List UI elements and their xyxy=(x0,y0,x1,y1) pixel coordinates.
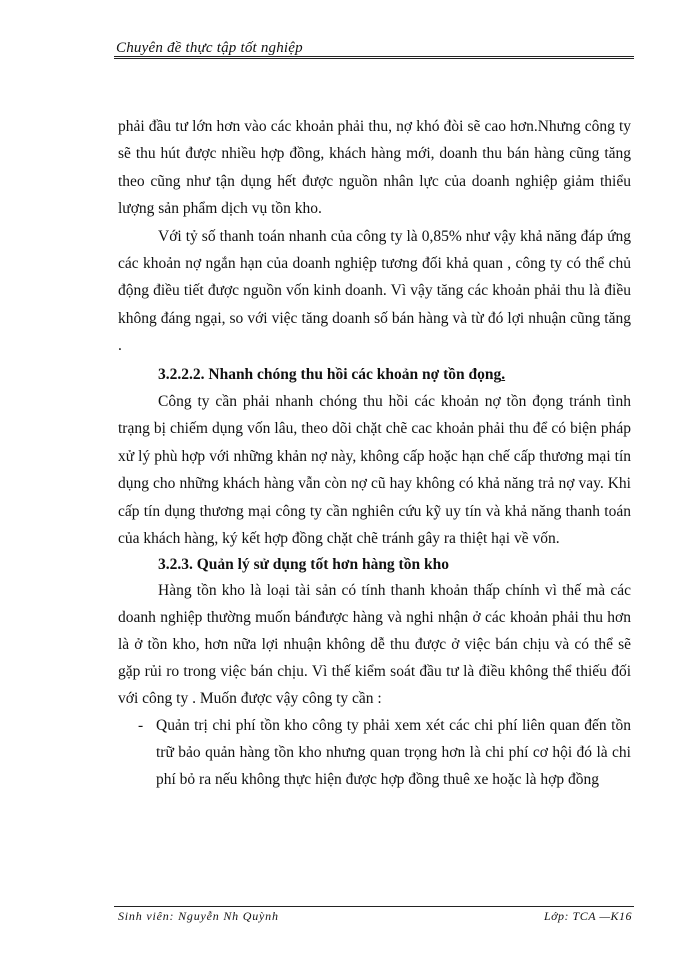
footer-student: Sinh viên: Nguyễn Nh Quỳnh xyxy=(118,909,279,923)
section-heading-3-2-2-2 xyxy=(118,361,631,388)
paragraph-3: Công ty cần phải nhanh chóng thu hồi các khoản nợ tồn đọng tránh tình trạng bị chiếm dụng vốn lâu, theo dõi chặt chẽ cac khoản phải thu để có biện pháp xử lý phù hợp với những khản nợ này, không cấp hoặc hạn chế cấp thương mại tín dụng cho những khách hàng vẫn còn nợ cũ hay không có khả năng trả nợ vay. Khi cấp tín dụng thương mại công ty cần nghiên cứu kỹ uy tín và khả năng thanh toán của khách hàng, ký kết hợp đồng chặt chẽ tránh gây ra thiệt hại về vốn. xyxy=(118,393,631,548)
section-heading-period: . xyxy=(501,365,506,383)
paragraph-2: Với tỷ số thanh toán nhanh của công ty là 0,85% như vậy khả năng đáp ứng các khoản nợ ngắn hạn của doanh nghiệp tương đối khả quan , công ty có thể chủ động điều tiết được nguồn vốn kinh doanh. Vì vậy tăng các khoản phải thu là điều không đáng ngại, so với việc tăng doanh số bán hàng và từ đó lợi nhuận cũng tăng . xyxy=(118,227,631,355)
footer-rule xyxy=(114,906,634,907)
header-rule-double xyxy=(114,58,634,59)
bullet-dash: - xyxy=(138,716,144,734)
footer-class: Lớp: TCA —K16 xyxy=(543,909,632,923)
bullet-item xyxy=(118,712,631,794)
section-heading-3-2-3: 3.2.3. Quản lý sử dụng tốt hơn hàng tồn kho xyxy=(158,555,449,573)
section-heading-text: 3.2.2.2. Nhanh chóng thu hồi các khoản nợ tồn đọng xyxy=(158,365,502,383)
header-rule xyxy=(114,56,634,57)
page-body xyxy=(118,113,631,794)
bullet-text: Quản trị chi phí tồn kho công ty phải xem xét các chi phí liên quan đến tồn trữ bảo quản hàng tồn kho nhưng quan trọng hơn là chi phí cơ hội đó là chi phí bỏ ra nếu không thực hiện được hợp đồng thuê xe hoặc là hợp đồng xyxy=(156,716,631,789)
paragraph-1: phải đầu tư lớn hơn vào các khoản phải thu, nợ khó đòi sẽ cao hơn.Nhưng công ty sẽ thu hút được nhiều hợp đồng, khách hàng mới, doanh thu bán hàng cũng tăng theo cũng như tận dụng hết được nguồn nhân lực của doanh nghiệp giảm thiểu lượng sản phẩm dịch vụ tồn kho. xyxy=(118,118,631,218)
paragraph-4: Hàng tồn kho là loại tài sản có tính thanh khoản thấp chính vì thế mà các doanh nghiệp thường muốn bánđược hàng và nghi nhận ở các khoản phải thu hơn là ở tồn kho, hơn nữa lợi nhuận không dễ thu được ở việc bán chịu và có thể sẽ gặp rủi ro trong việc bán chịu. Vì thế kiểm soát đầu tư là điều không thể thiếu đối với công ty . Muốn được vậy công ty cần : xyxy=(118,581,631,707)
page-header-title: Chuyên đề thực tập tốt nghiệp xyxy=(116,40,303,56)
